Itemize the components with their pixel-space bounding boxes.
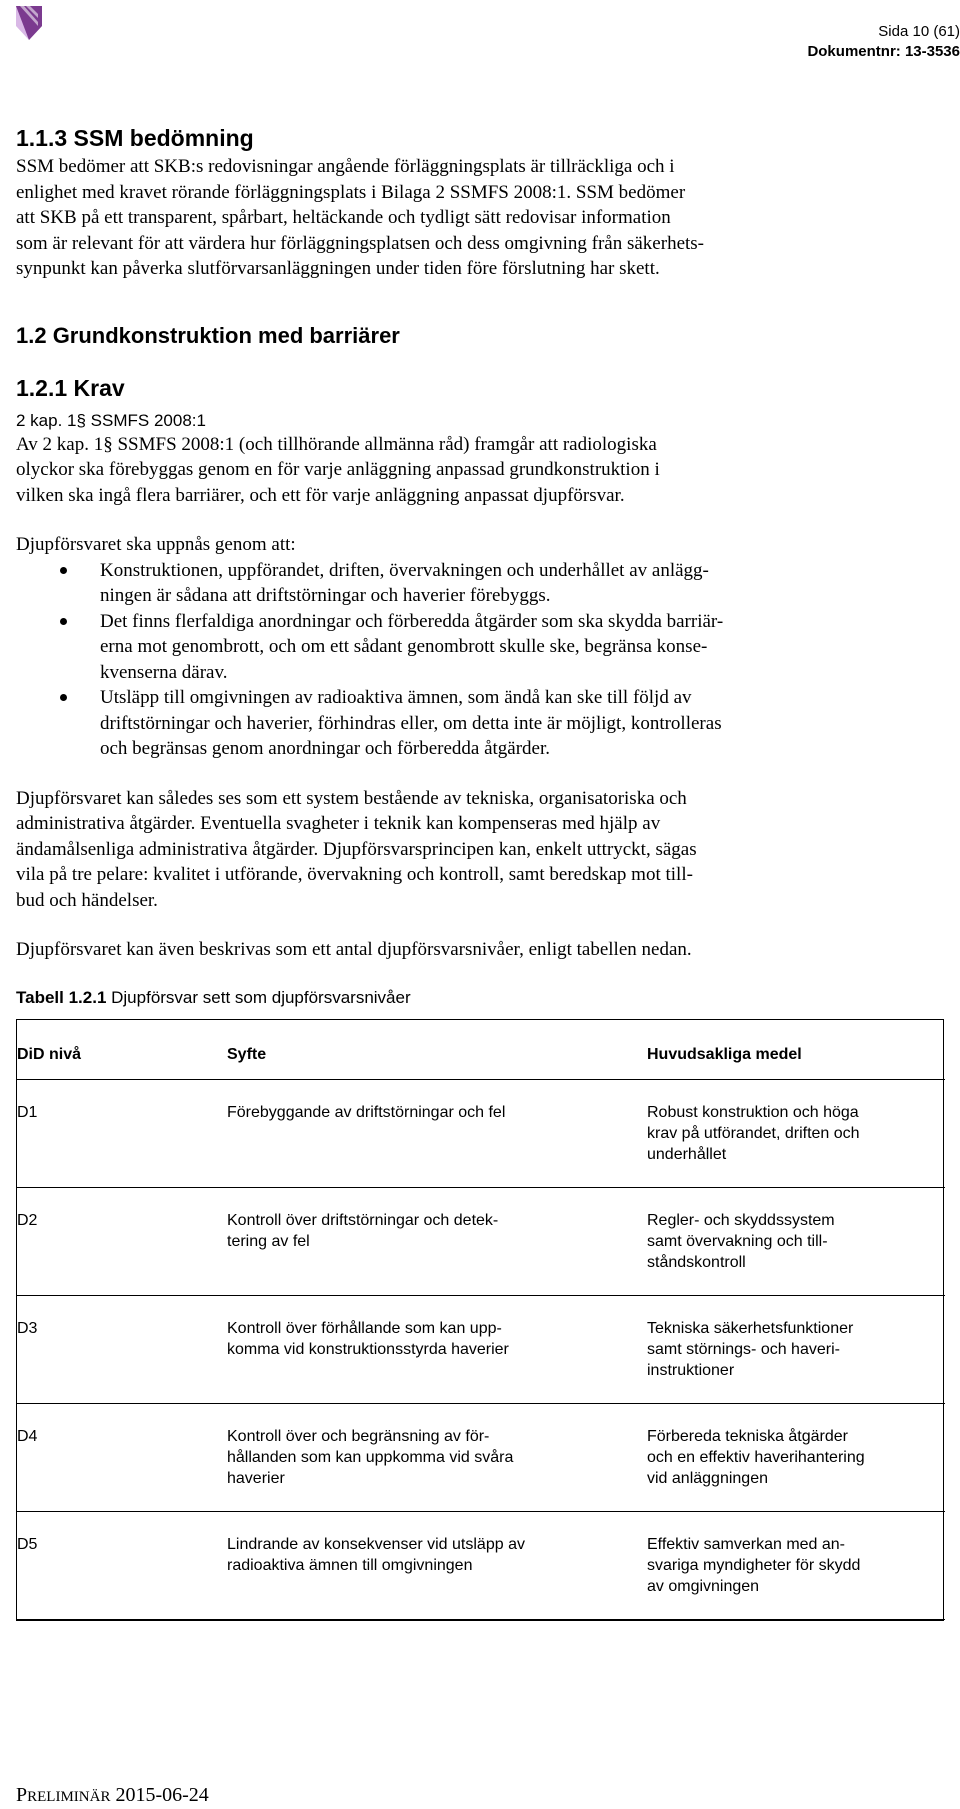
- paragraph-levels: Djupförsvaret kan även beskrivas som ett antal djupförsvarsnivåer, enligt tabellen nedan.: [16, 939, 692, 960]
- document-number: Dokumentnr: 13-3536: [807, 43, 960, 60]
- requirement-text: [16, 432, 944, 509]
- means-cell: Tekniska säkerhetsfunktioner samt störnings- och haveri- instruktioner: [647, 1319, 854, 1379]
- did-level-cell: D5: [17, 1535, 38, 1553]
- bullet-icon: [60, 694, 67, 701]
- footer-status: PRELIMINÄR 2015-06-24: [16, 1784, 209, 1806]
- text-line: vila på tre pelare: kvalitet i utförande, övervakning och kontroll, samt beredskap mot till-: [16, 864, 693, 885]
- paragraph-pillars: [16, 786, 944, 914]
- section-121-heading: 1.2.1 Krav: [16, 374, 125, 401]
- means-cell: Förbereda tekniska åtgärder och en effektiv haverihantering vid anläggningen: [647, 1427, 865, 1487]
- table-row: [17, 1079, 945, 1187]
- column-header: DiD nivå: [17, 1045, 82, 1063]
- section-12-heading: 1.2 Grundkonstruktion med barriärer: [16, 322, 400, 348]
- purpose-cell: Kontroll över förhållande som kan upp- komma vid konstruktionsstyrda haverier: [227, 1319, 509, 1358]
- table-header-row: [17, 1020, 945, 1080]
- table-row: [17, 1403, 945, 1511]
- list-item: Utsläpp till omgivningen av radioaktiva ämnen, som ändå kan ske till följd av driftstörningar och haverier, förhindras eller, om detta inte är möjligt, kontrolleras och begränsas genom anordningar och förberedda åtgärder.: [16, 685, 944, 762]
- did-table-frame: [16, 1019, 944, 1621]
- text-line: att SKB på ett transparent, spårbart, heltäckande och tydligt sätt redovisar information: [16, 207, 671, 228]
- did-table: [17, 1020, 945, 1620]
- text-line: vilken ska ingå flera barriärer, och ett för varje anläggning anpassat djupförsvar.: [16, 484, 625, 506]
- purpose-cell: Lindrande av konsekvenser vid utsläpp av radioaktiva ämnen till omgivningen: [227, 1535, 525, 1574]
- bullet-icon: [60, 567, 67, 574]
- means-cell: Robust konstruktion och höga krav på utförandet, driften och underhållet: [647, 1103, 860, 1163]
- text-line: Djupförsvaret kan således ses som ett system bestående av tekniska, organisatoriska och: [16, 787, 687, 809]
- requirement-ref: 2 kap. 1§ SSMFS 2008:1: [16, 410, 206, 430]
- list-item: Konstruktionen, uppförandet, driften, övervakningen och underhållet av anlägg- ningen är sådana att driftstörningar och haverier förebyggs.: [16, 558, 944, 609]
- did-level-cell: D3: [17, 1319, 38, 1337]
- text-line: enlighet med kravet rörande förläggningsplats i Bilaga 2 SSMFS 2008:1. SSM bedömer: [16, 181, 686, 203]
- did-level-cell: D2: [17, 1211, 38, 1229]
- did-level-cell: D4: [17, 1427, 38, 1445]
- bullet-icon: [60, 618, 67, 625]
- text-line: Av 2 kap. 1§ SSMFS 2008:1 (och tillhörande allmänna råd) framgår att radiologiska: [16, 433, 657, 455]
- purpose-cell: Förebyggande av driftstörningar och fel: [227, 1103, 506, 1121]
- table-row: [17, 1511, 945, 1619]
- means-cell: Regler- och skyddssystem samt övervakning och till- ståndskontroll: [647, 1211, 835, 1271]
- text-line: administrativa åtgärder. Eventuella svagheter i teknik kan kompenseras med hjälp av: [16, 813, 661, 834]
- text-line: SSM bedömer att SKB:s redovisningar angående förläggningsplats är tillräckliga och i: [16, 156, 675, 177]
- section-113-heading: 1.1.3 SSM bedömning: [16, 125, 254, 151]
- text-line: olyckor ska förebyggas genom en för varje anläggning anpassad grundkonstruktion i: [16, 459, 660, 480]
- text-line: bud och händelser.: [16, 889, 158, 911]
- column-header: Huvudsakliga medel: [647, 1045, 802, 1063]
- text-line: synpunkt kan påverka slutförvarsanläggningen under tiden före förslutning har skett.: [16, 258, 660, 279]
- column-header: Syfte: [227, 1045, 267, 1063]
- document-body: [16, 124, 944, 1621]
- bullet-list: [16, 558, 944, 762]
- bullets-intro: Djupförsvaret ska uppnås genom att:: [16, 534, 296, 555]
- table-row: [17, 1187, 945, 1295]
- ssm-logo-icon: [14, 4, 44, 42]
- page-number: Sida 10 (61): [878, 23, 960, 40]
- text-line: som är relevant för att värdera hur förläggningsplatsen och dess omgivning från säkerhets-: [16, 232, 704, 254]
- page-header: [660, 22, 960, 62]
- table-caption: Tabell 1.2.1 Djupförsvar sett som djupförsvarsnivåer: [16, 987, 411, 1007]
- purpose-cell: Kontroll över och begränsning av för- hållanden som kan uppkomma vid svåra haverier: [227, 1427, 514, 1487]
- text-line: ändamålsenliga administrativa åtgärder. Djupförsvarsprincipen kan, enkelt uttryckt, sägas: [16, 838, 697, 860]
- section-113-text: [16, 154, 944, 282]
- table-row: [17, 1295, 945, 1403]
- means-cell: Effektiv samverkan med an- svariga myndigheter för skydd av omgivningen: [647, 1535, 861, 1595]
- purpose-cell: Kontroll över driftstörningar och detek- tering av fel: [227, 1211, 499, 1250]
- did-level-cell: D1: [17, 1103, 38, 1121]
- list-item: Det finns flerfaldiga anordningar och förberedda åtgärder som ska skydda barriär- erna mot genombrott, och om ett sådant genombrott skulle ske, begränsa konse- kvenserna därav.: [16, 609, 944, 686]
